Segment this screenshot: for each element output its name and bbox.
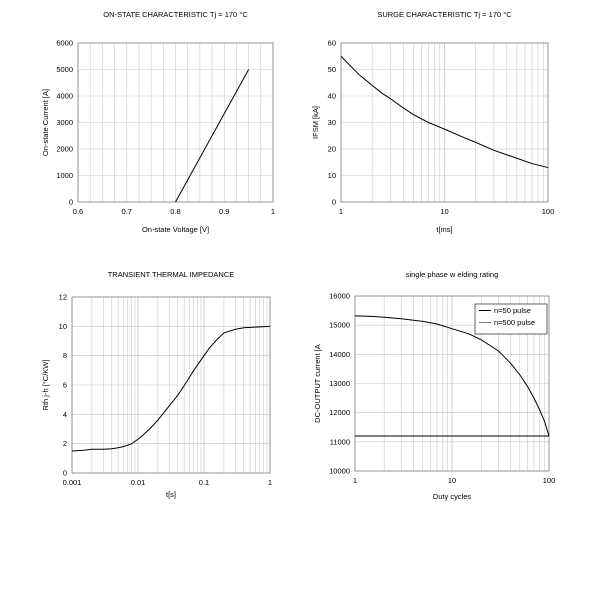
y-tick-label: 0 — [331, 197, 336, 207]
y-tick-label: 16000 — [329, 291, 350, 301]
y-axis-label: DC-OUTPUT current [A — [313, 344, 322, 423]
x-axis-label: On-state Voltage [V] — [141, 225, 210, 234]
y-tick-label: 2 — [62, 439, 67, 449]
chart-title: SURGE CHARACTERISTIC Tj = 170 °C — [377, 10, 512, 19]
y-tick-label: 8 — [62, 351, 67, 361]
y-tick-label: 40 — [327, 91, 336, 101]
y-tick-label: 1000 — [56, 171, 73, 180]
y-axis-label: Rth j-h [°C/KW] — [41, 359, 50, 411]
legend-label: n=500 pulse — [494, 318, 536, 327]
y-tick-label: 60 — [327, 38, 336, 48]
series-line — [72, 326, 270, 451]
y-tick-label: 3000 — [56, 118, 73, 127]
welding-rating-chart — [313, 270, 555, 501]
y-tick-label: 14000 — [329, 349, 350, 359]
chart-title: ON-STATE CHARACTERISTIC Tj = 170 °C — [103, 10, 248, 19]
y-tick-label: 30 — [327, 118, 336, 127]
x-tick-label: 1 — [338, 207, 344, 216]
x-axis-label: Duty cycles — [432, 492, 472, 501]
y-tick-label: 10000 — [329, 466, 350, 476]
y-tick-label: 0 — [62, 468, 67, 478]
y-tick-label: 10 — [327, 171, 336, 180]
y-tick-label: 4000 — [56, 91, 73, 101]
x-tick-label: 100 — [541, 207, 555, 216]
x-tick-label: 10 — [440, 207, 449, 216]
x-tick-label: 0.9 — [219, 207, 230, 216]
y-tick-label: 15000 — [329, 320, 350, 330]
x-tick-label: 0.7 — [121, 207, 132, 216]
x-tick-label: 1 — [270, 207, 276, 216]
x-tick-label: 0.1 — [198, 478, 210, 487]
x-axis-label: t[ms] — [436, 225, 453, 234]
y-tick-label: 2000 — [56, 144, 73, 154]
x-tick-label: 0.01 — [130, 478, 146, 487]
y-tick-label: 12 — [58, 292, 67, 302]
x-tick-label: 0.001 — [62, 478, 82, 487]
x-tick-label: 10 — [447, 476, 457, 485]
x-tick-label: 0.6 — [72, 207, 84, 216]
transient-thermal-impedance-chart — [41, 270, 272, 499]
x-axis-label: t[s] — [165, 490, 177, 499]
x-tick-label: 1 — [352, 476, 358, 485]
y-tick-label: 5000 — [56, 65, 73, 74]
legend-label: n=50 pulse — [494, 306, 531, 315]
on-state-characteristic-chart — [41, 10, 275, 234]
x-tick-label: 1 — [267, 478, 273, 487]
surge-characteristic-chart — [311, 10, 554, 234]
y-tick-label: 6000 — [56, 38, 73, 48]
y-tick-label: 13000 — [329, 379, 350, 388]
y-tick-label: 10 — [58, 321, 67, 331]
x-tick-label: 0.8 — [170, 207, 181, 216]
y-tick-label: 6 — [62, 380, 67, 390]
y-axis-label: On-state Current [A] — [41, 88, 50, 157]
y-axis-label: IFSM [kA] — [311, 106, 320, 139]
y-tick-label: 4 — [62, 409, 67, 419]
y-tick-label: 11000 — [329, 437, 350, 447]
chart-title: TRANSIENT THERMAL IMPEDANCE — [107, 270, 235, 279]
y-tick-label: 12000 — [329, 408, 350, 418]
y-tick-label: 50 — [327, 65, 336, 74]
chart-title: single phase w elding rating — [405, 270, 499, 279]
y-tick-label: 0 — [68, 197, 73, 207]
y-tick-label: 20 — [327, 144, 336, 154]
x-tick-label: 100 — [542, 476, 556, 485]
